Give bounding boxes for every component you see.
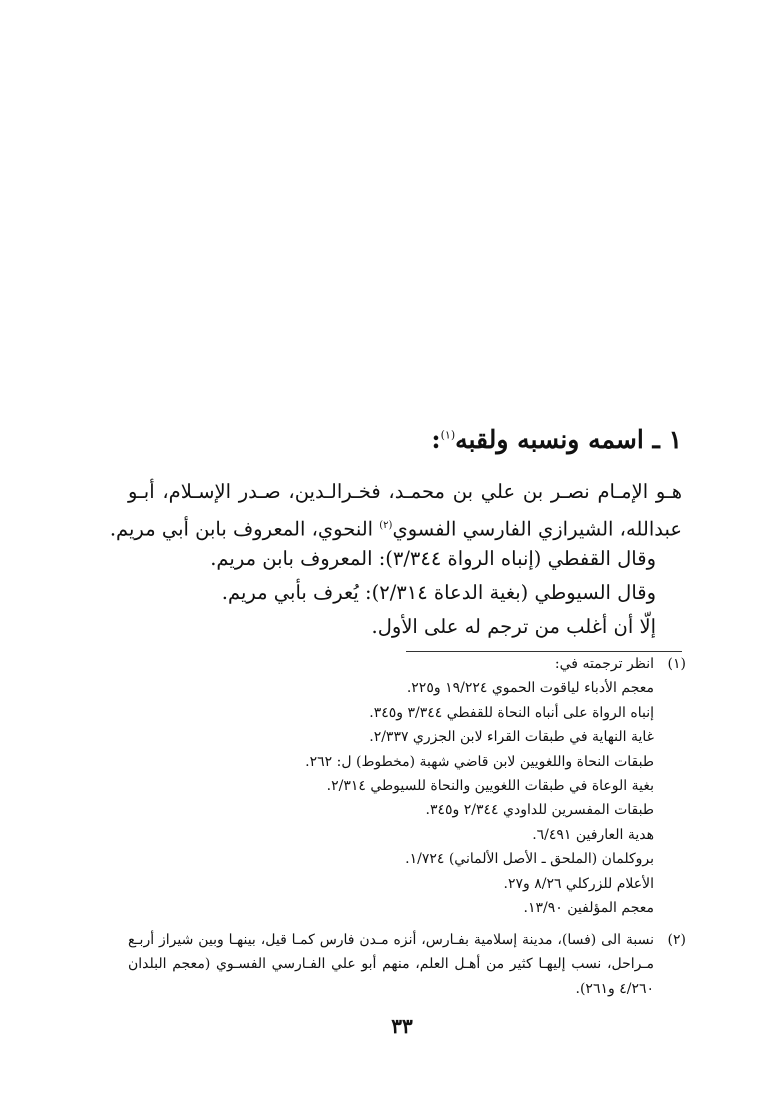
footnote-1-source: غاية النهاية في طبقات القراء لابن الجزري ٢/٣٣٧. — [369, 729, 654, 746]
footnote-2-lines — [128, 928, 654, 1001]
paragraph-line-2 — [109, 509, 682, 543]
paragraph-line-2-end: النحوي، المعروف بابن أبي مريم. — [109, 517, 380, 541]
footnote-ref-2: (٢) — [379, 520, 393, 531]
footnote-1-source: معجم المؤلفين ١٣/٩٠. — [523, 899, 654, 916]
footnote-1-source: معجم الأدباء لياقوت الحموي ١٩/٢٢٤ و٢٢٥. — [406, 680, 654, 697]
footnote-2-number: (٢) — [667, 932, 686, 948]
heading-colon: : — [431, 425, 441, 454]
footnote-2-line: نسبة الى (فسا)، مدينة إسلامية بفـارس، أنزه مـدن فارس كمـا قيل، بينهـا وبين شيراز أربـع — [128, 932, 654, 948]
footnote-1-lines — [128, 652, 654, 920]
paragraph-line-2-start: عبدالله، الشيرازي الفارسي الفسوي — [392, 517, 682, 541]
closing-line: إلّا أن أغلب من ترجم له على الأول. — [371, 615, 656, 638]
footnote-1-number: (١) — [667, 656, 686, 672]
paragraph-line-1: هـو الإمـام نصـر بن علي بن محمـد، فخـرالـدين، صـدر الإسـلام، أبـو — [128, 480, 682, 503]
quotes-block — [128, 542, 656, 644]
page-number: ٣٣ — [391, 1014, 413, 1038]
footnote-1-source: هدية العارفين ٦/٤٩١. — [532, 826, 654, 843]
qifti-quote: وقال القفطي (إنباه الرواة ٣/٣٤٤): المعروف بابن مريم. — [210, 547, 656, 570]
footnote-1-source: طبقات النحاة واللغويين لابن قاضي شهبة (مخطوط) ل: ٢٦٢. — [305, 753, 654, 770]
footnote-1-intro: انظر ترجمته في: — [554, 656, 654, 672]
footnote-1-source: بروكلمان (الملحق ـ الأصل الألماني) ١/٧٢٤. — [405, 851, 654, 868]
footnote-1-source: طبقات المفسرين للداودي ٢/٣٤٤ و٣٤٥. — [425, 802, 654, 819]
footnote-1-source: إنباه الرواة على أنباه النحاة للقفطي ٣/٣٤٤ و٣٤٥. — [369, 704, 654, 721]
footnote-2-line: مـراحل، نسب إليهـا كثير من أهـل العلم، منهم أبو علي الفـارسي الفسـوي (معجم البلدان — [128, 956, 654, 973]
footnote-1-source: بغية الوعاة في طبقات اللغويين والنحاة للسيوطي ٢/٣١٤. — [326, 777, 654, 794]
footnote-2 — [128, 928, 686, 1001]
footnote-2-line: ٤/٢٦٠ و٢٦١). — [575, 980, 654, 997]
suyuti-quote: وقال السيوطي (بغية الدعاة ٢/٣١٤): يُعرف بأبي مريم. — [221, 581, 656, 604]
footnote-1-source: الأعلام للزركلي ٨/٢٦ و٢٧. — [503, 875, 654, 892]
main-paragraph — [109, 475, 682, 543]
footnote-ref-1: (١) — [440, 428, 456, 442]
section-heading — [82, 425, 682, 454]
footnote-1 — [128, 652, 686, 920]
section-heading-text: ١ ـ اسمه ونسبه ولقبه — [455, 425, 682, 454]
